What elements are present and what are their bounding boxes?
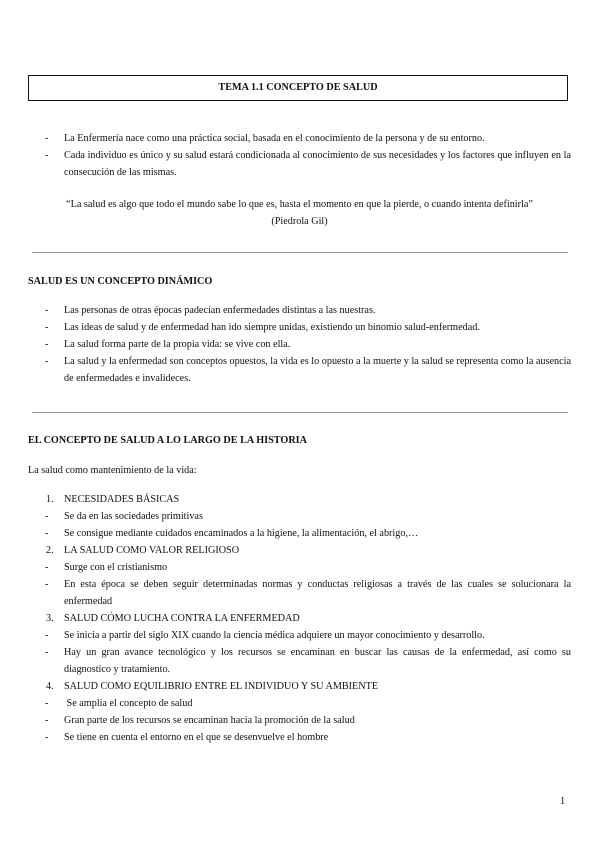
list-item-text: Las personas de otras épocas padecían enfermedades distintas a las nuestras. xyxy=(64,305,376,316)
list-item: - Surge con el cristianismo xyxy=(45,562,168,573)
quote-text: “La salud es algo que todo el mundo sabe lo que es, hasta el momento en que la pierde, o cuando intenta definirla” xyxy=(66,199,533,210)
list-item-text: Surge con el cristianismo xyxy=(64,562,168,573)
list-item-text: Se amplia el concepto de salud xyxy=(64,698,193,709)
numbered-heading xyxy=(28,542,571,559)
list-item: - La salud forma parte de la propia vida: se vive con ella. xyxy=(45,339,291,350)
list-item: - Se inicia a partir del siglo XIX cuando la ciencia médica adquiere un mayor conocimiento y desarrollo. xyxy=(45,630,485,641)
item-number: 1. xyxy=(46,494,54,505)
quote-block xyxy=(28,196,571,230)
list-item: - La Enfermería nace como una práctica social, basada en el conocimiento de la persona y de su entorno. xyxy=(45,133,485,144)
list-item-text: Se da en las sociedades primitivas xyxy=(64,511,203,522)
numbered-heading-text: SALUD COMO EQUILIBRIO ENTRE EL INDIVIDUO Y SU AMBIENTE xyxy=(64,681,379,692)
list-item-text: La Enfermería nace como una práctica social, basada en el conocimiento de la persona y de su entorno. xyxy=(64,133,485,144)
list-item-text: La salud y la enfermedad son conceptos opuestos, la vida es lo opuesto a la muerte y la salud se representa como la ausencia de enfermedades e invalideces. xyxy=(64,356,571,384)
list-item: - Se da en las sociedades primitivas xyxy=(45,511,203,522)
list-item: - La salud y la enfermedad son conceptos opuestos, la vida es lo opuesto a la muerte y la salud se representa como la ausencia de enfermedades e invalideces. xyxy=(45,356,571,384)
list-item-text: Las ideas de salud y de enfermedad han ido siempre unidas, existiendo un binomio salud-enfermedad. xyxy=(64,322,480,333)
item-number: 4. xyxy=(46,681,54,692)
numbered-heading xyxy=(28,678,571,695)
list-item-text: Se tiene en cuenta el entorno en el que se desenvuelve el hombre xyxy=(64,732,329,743)
list-item: - Las ideas de salud y de enfermedad han ido siempre unidas, existiendo un binomio salud-enfermedad. xyxy=(45,322,480,333)
item-number: 2. xyxy=(46,545,54,556)
section1-list xyxy=(28,302,571,387)
list-item-text: Gran parte de los recursos se encaminan hacia la promoción de la salud xyxy=(64,715,355,726)
numbered-heading-text: LA SALUD COMO VALOR RELIGIOSO xyxy=(64,545,240,556)
list-item: - Hay un gran avance tecnológico y los recursos se encaminan en buscar las causas de la enfermedad, así como su diagnostico y tratamiento. xyxy=(45,647,571,675)
divider xyxy=(32,252,568,253)
quote-author: (Piedrola Gil) xyxy=(271,216,328,227)
list-item: - Se amplia el concepto de salud xyxy=(45,698,193,709)
history-list xyxy=(28,491,571,746)
divider xyxy=(32,412,568,413)
intro-list xyxy=(28,130,571,181)
list-item: - Se consigue mediante cuidados encaminados a la higiene, la alimentación, el abrigo,… xyxy=(45,528,419,539)
list-item: - En esta época se deben seguir determinadas normas y conductas religiosas a través de las cuales se solucionara la enfermedad xyxy=(45,579,571,607)
list-item-text: En esta época se deben seguir determinadas normas y conductas religiosas a través de las cuales se solucionara la enfermedad xyxy=(64,579,571,607)
numbered-heading xyxy=(28,491,571,508)
list-item: - Se tiene en cuenta el entorno en el que se desenvuelve el hombre xyxy=(45,732,329,743)
section-heading-dynamic: SALUD ES UN CONCEPTO DINÁMICO xyxy=(28,276,213,287)
page-number: 1 xyxy=(560,796,566,807)
item-number: 3. xyxy=(46,613,54,624)
list-item-text: Se inicia a partir del siglo XIX cuando la ciencia médica adquiere un mayor conocimiento y desarrollo. xyxy=(64,630,485,641)
list-item-text: Hay un gran avance tecnológico y los recursos se encaminan en buscar las causas de la enfermedad, así como su diagnostico y tratamiento. xyxy=(64,647,571,675)
page-title: TEMA 1.1 CONCEPTO DE SALUD xyxy=(28,75,568,101)
numbered-heading-text: SALUD CÓMO LUCHA CONTRA LA ENFERMEDAD xyxy=(64,613,300,624)
numbered-heading xyxy=(28,610,571,627)
list-item-text: La salud forma parte de la propia vida: se vive con ella. xyxy=(64,339,291,350)
numbered-heading-text: NECESIDADES BÁSICAS xyxy=(64,494,180,505)
list-item: - Las personas de otras épocas padecían enfermedades distintas a las nuestras. xyxy=(45,305,376,316)
list-item-text: Cada individuo es único y su salud estará condicionada al conocimiento de sus necesidades y los factores que influyen en la consecución de las mismas. xyxy=(64,150,571,178)
section-heading-history: EL CONCEPTO DE SALUD A LO LARGO DE LA HISTORIA xyxy=(28,435,307,446)
list-item: - Cada individuo es único y su salud estará condicionada al conocimiento de sus necesidades y los factores que influyen en la consecución de las mismas. xyxy=(45,150,571,178)
section2-lead: La salud como mantenimiento de la vida: xyxy=(28,465,197,476)
list-item: - Gran parte de los recursos se encaminan hacia la promoción de la salud xyxy=(45,715,355,726)
list-item-text: Se consigue mediante cuidados encaminados a la higiene, la alimentación, el abrigo,… xyxy=(64,528,419,539)
